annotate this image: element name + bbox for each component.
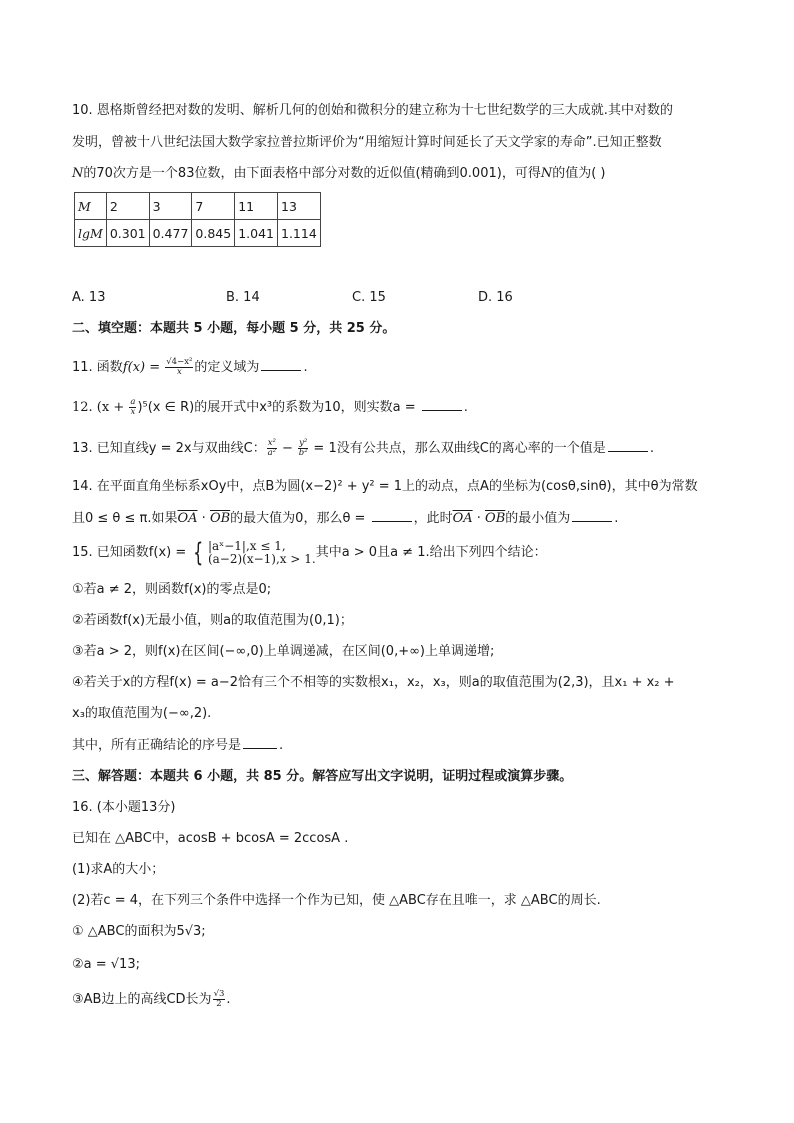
q12: 12. (x + $\frac{a}{x}$ )⁵(x ∈ R)的展开式中x³的系数为10，则实数a = . [72,397,468,417]
q10-line2: 发明，曾被十八世纪法国大数学家拉普拉斯评价为“用缩短计算时间延长了天文学家的寿命”.已知正整数 [72,135,662,150]
answer-blank[interactable] [261,358,301,371]
q16-given: 已知在 △ABC中，acosB + bcosA = 2ccosA . [72,831,349,846]
q15-conclusion-2: ②若函数f(x)无最小值，则a的取值范围为(0,1)； [72,613,353,628]
q15-conclusion-4b: x₃的取值范围为(−∞,2). [72,706,212,721]
section-3-heading: 三、解答题：本题共 6 小题，共 85 分。解答应写出文字说明，证明过程或演算步骤。 [72,769,573,784]
q16-option-2: ②a = √13; [72,957,140,972]
section-2-heading: 二、填空题：本题共 5 小题，每小题 5 分，共 25 分。 [72,321,396,336]
q10-line3: N的70次方是一个83位数，由下面表格中部分对数的近似值(精确到0.001)，可得N的值为( ) [72,166,606,181]
q16-part1: (1)求A的大小； [72,862,165,877]
option-a[interactable]: A. 13 [72,290,106,305]
q15-stem: 15. 已知函数f(x) = { |aˣ−1|,x ≤ 1, (a−2)(x−1),x > 1. 其中a > 0且a ≠ 1.给出下列四个结论： [72,537,547,568]
option-b[interactable]: B. 14 [226,290,260,305]
q14-line1: 14. 在平面直角坐标系xOy中，点B为圆(x−2)² + y² = 1上的动点，点A的坐标为(cosθ,sinθ)，其中θ为常数 [72,479,698,494]
q10-line1: 10. 恩格斯曾经把对数的发明、解析几何的创始和微积分的建立称为十七世纪数学的三大成就.其中对数的 [72,103,673,118]
q15-conclusion-1: ①若a ≠ 2，则函数f(x)的零点是0; [72,582,272,597]
q12-fraction: $\frac{a}{x}$ [130,397,136,417]
table-row: M 2 3 7 11 13 [75,193,321,220]
piecewise-cases: |aˣ−1|,x ≤ 1, (a−2)(x−1),x > 1. [207,538,316,566]
answer-blank[interactable] [608,439,648,452]
q11-fraction: $\frac{\text{√4−x²}}{x}$ [166,357,193,377]
q14-line2: 且0 ≤ θ ≤ π.如果$\overline{OA} \cdot \overline{OB}$的最大值为0，那么θ = ，此时$\overline{OA} \cdot \overline{OB}$的最小值为 . [72,511,619,526]
q16-part2: (2)若c = 4，在下列三个条件中选择一个作为已知，使 △ABC存在且唯一，求 △ABC的周长. [72,893,601,908]
q11: 11. 函数f(x) = $\frac{\text{√4−x²}}{x}$ 的定义域为 . [72,357,308,377]
option-c[interactable]: C. 15 [352,290,386,305]
q13: 13. 已知直线y = 2x与双曲线C： $\frac{\text{x²}}{\text{a²}}$ − $\frac{\text{y²}}{\text{b²}}$ = 1没有公共点，那么双曲线C的离心率的一个值是 . [72,438,654,458]
q15-conclusion-4a: ④若关于x的方程f(x) = a−2恰有三个不相等的实数根x₁，x₂，x₃，则a的取值范围为(2,3)，且x₁ + x₂ + [72,675,675,690]
answer-blank[interactable] [422,398,462,411]
q16-option-1: ① △ABC的面积为5√3; [72,924,206,939]
table-row: lgM 0.301 0.477 0.845 1.041 1.114 [75,220,321,247]
answer-blank[interactable] [572,509,612,522]
q15-ask: 其中，所有正确结论的序号是 . [72,738,284,753]
answer-blank[interactable] [243,736,277,749]
answer-blank[interactable] [372,509,412,522]
q15-conclusion-3: ③若a > 2，则f(x)在区间(−∞,0)上单调递减，在区间(0,+∞)上单调递增; [72,644,495,659]
q16-heading: 16. (本小题13分) [72,800,176,815]
log-table [74,192,321,247]
q10-var-n: N [72,166,84,181]
option-d[interactable]: D. 16 [478,290,513,305]
q16-option-3: ③AB边上的高线CD长为 $\frac{√3}{2}$ . [72,989,231,1009]
